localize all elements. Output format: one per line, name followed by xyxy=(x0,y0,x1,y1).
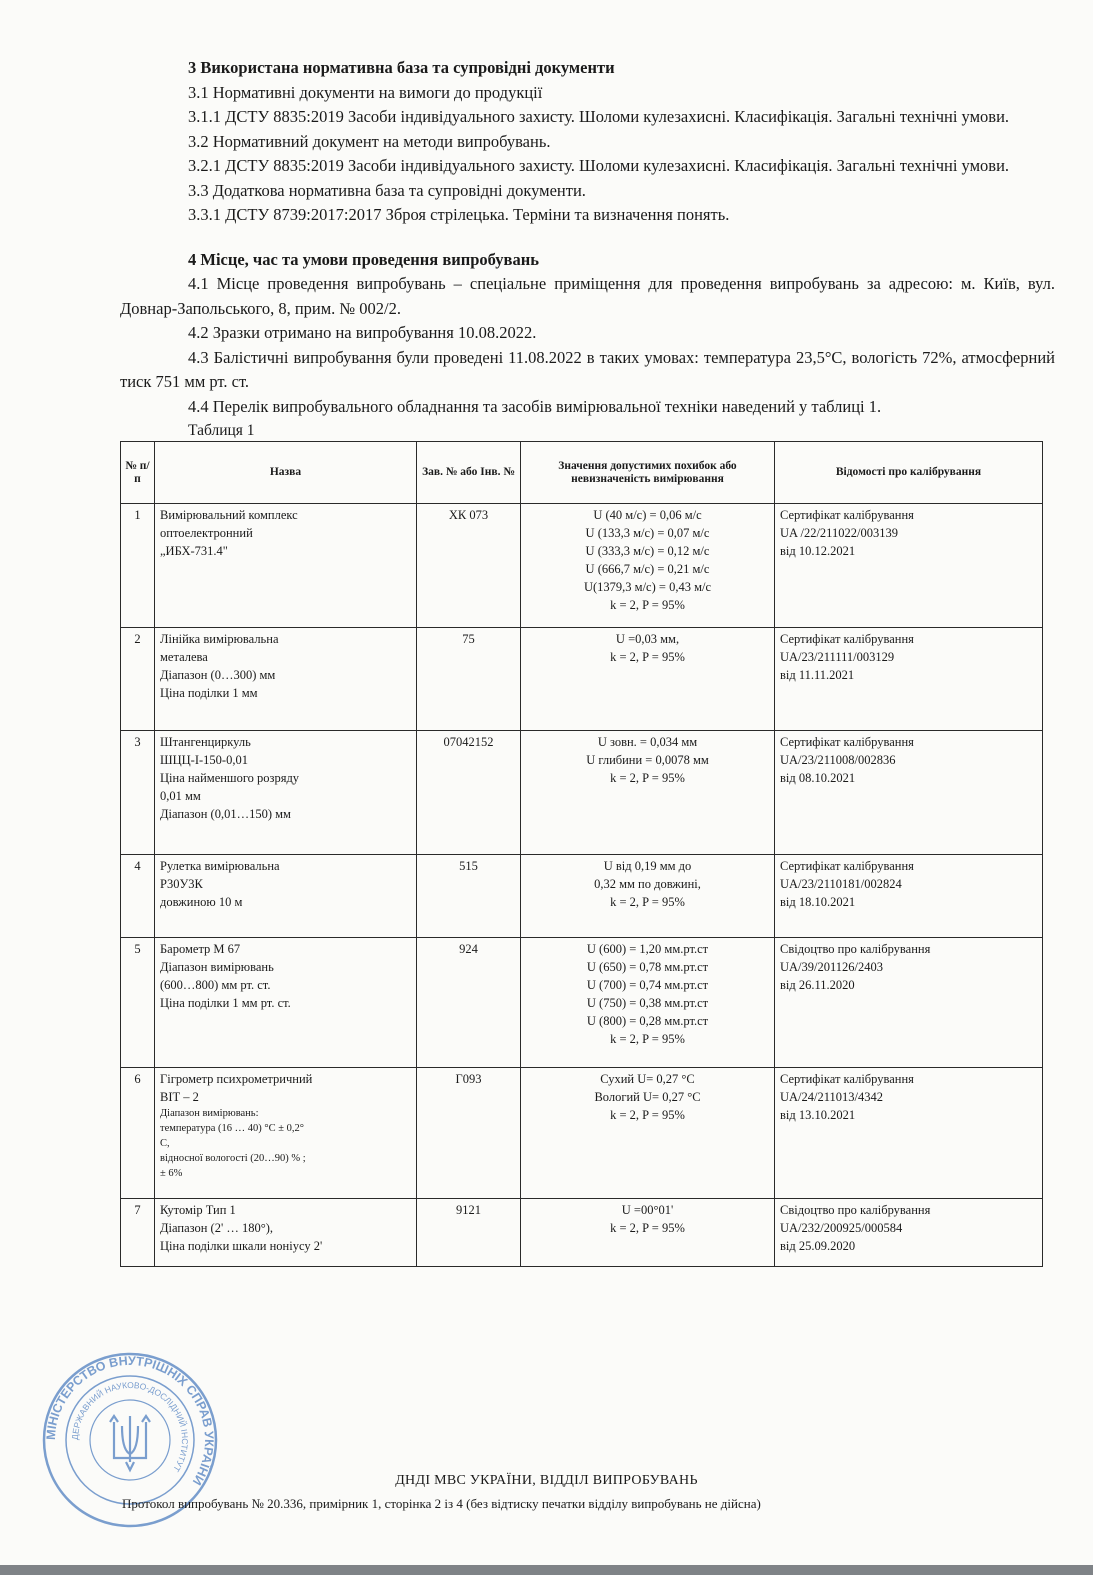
cell-calibration xyxy=(775,731,1043,855)
cell-error-line: U(1379,3 м/с) = 0,43 м/с xyxy=(583,580,711,594)
cell-error-line: k = 2, P = 95% xyxy=(610,650,685,664)
paragraph-3-1: 3.1 Нормативні документи на вимоги до продукції xyxy=(188,82,543,102)
cell-error xyxy=(521,855,775,938)
cell-error-line: U (650) = 0,78 мм.рт.ст xyxy=(586,960,709,974)
table-row xyxy=(121,938,1043,1068)
cell-calibration xyxy=(775,938,1043,1068)
table-row xyxy=(121,628,1043,731)
cell-calibration-line: від 10.12.2021 xyxy=(780,544,856,558)
footer-organization: ДНДІ МВС УКРАЇНИ, ВІДДІЛ ВИПРОБУВАНЬ xyxy=(395,1473,698,1488)
cell-error-line: 0,32 мм по довжині, xyxy=(594,877,701,891)
cell-name-line: „ИБХ-731.4" xyxy=(160,544,228,558)
cell-calibration xyxy=(775,1068,1043,1199)
cell-name-line: Гігрометр психрометричний xyxy=(160,1072,313,1086)
cell-name-line: Вимірювальний комплекс xyxy=(160,508,298,522)
cell-calibration-line: UA/232/200925/000584 xyxy=(780,1221,903,1235)
cell-calibration-line: Сертифікат калібрування xyxy=(780,508,914,522)
cell-error-line: U (600) = 1,20 мм.рт.ст xyxy=(586,942,709,956)
cell-name-line: Р30У3К xyxy=(160,877,203,891)
cell-num: 6 xyxy=(121,1068,155,1199)
cell-error-line: U (700) = 0,74 мм.рт.ст xyxy=(586,978,709,992)
cell-name-line: довжиною 10 м xyxy=(160,895,243,909)
cell-name-detail-line: ± 6% xyxy=(160,1168,183,1179)
cell-calibration-line: від 11.11.2021 xyxy=(780,668,855,682)
table-row xyxy=(121,855,1043,938)
cell-serial: ХК 073 xyxy=(417,504,521,628)
cell-serial: Г093 xyxy=(417,1068,521,1199)
paragraph-3-3-1: 3.3.1 ДСТУ 8739:2017:2017 Зброя стрілецька. Терміни та визначення понять. xyxy=(188,205,730,224)
cell-serial: 75 xyxy=(417,628,521,731)
cell-error xyxy=(521,731,775,855)
cell-name-line: Діапазон (0…300) мм xyxy=(160,668,276,682)
cell-name-detail-line: Діапазон вимірювань: xyxy=(160,1108,259,1119)
cell-calibration-line: UA/39/201126/2403 xyxy=(780,960,884,974)
paragraph-4-4: 4.4 Перелік випробувального обладнання та засобів вимірювальної техніки наведений у таблиці 1. xyxy=(188,396,882,416)
stamp-inner-text: ДЕРЖАВНИЙ НАУКОВО-ДОСЛІДНИЙ ІНСТИТУТ xyxy=(69,1379,191,1474)
cell-calibration-line: Сертифікат калібрування xyxy=(780,859,914,873)
cell-name-line: Штангенциркуль xyxy=(160,735,251,749)
cell-calibration xyxy=(775,628,1043,731)
cell-calibration xyxy=(775,855,1043,938)
cell-calibration-line: від 18.10.2021 xyxy=(780,895,856,909)
equipment-table xyxy=(120,441,1043,1267)
cell-num: 1 xyxy=(121,504,155,628)
cell-name-line: 0,01 мм xyxy=(160,789,201,803)
cell-name-line: Кутомір Тип 1 xyxy=(160,1203,236,1217)
cell-name-detail-line: відносної вологості (20…90) % ; xyxy=(160,1153,306,1164)
cell-name-line: Діапазон вимірювань xyxy=(160,960,274,974)
cell-name xyxy=(155,938,417,1068)
cell-error-line: U (666,7 м/с) = 0,21 м/с xyxy=(585,562,710,576)
cell-error-line: k = 2, P = 95% xyxy=(610,1032,685,1046)
cell-error-line: U зовн. = 0,034 мм xyxy=(597,735,698,749)
cell-error-line: k = 2, P = 95% xyxy=(610,895,685,909)
table-row xyxy=(121,1068,1043,1199)
scan-edge-bar xyxy=(0,1565,1093,1575)
table-body xyxy=(121,504,1043,1267)
header-name: Назва xyxy=(155,442,417,504)
table-caption: Таблиця 1 xyxy=(188,422,255,439)
paragraph-3-2: 3.2 Нормативний документ на методи випробувань. xyxy=(188,131,551,151)
cell-name-detail-line: температура (16 … 40) °С ± 0,2° xyxy=(160,1123,304,1134)
cell-serial: 9121 xyxy=(417,1199,521,1267)
cell-error-line: U =0,03 мм, xyxy=(615,632,680,646)
cell-name-detail-line: С, xyxy=(160,1138,170,1149)
cell-name-line: Діапазон (0,01…150) мм xyxy=(160,807,291,821)
paragraph-3-2-1: 3.2.1 ДСТУ 8835:2019 Засоби індивідуального захисту. Шоломи кулезахисні. Класифікація. Загальні технічні умови. xyxy=(188,156,1010,175)
cell-error xyxy=(521,1068,775,1199)
cell-calibration xyxy=(775,1199,1043,1267)
cell-calibration xyxy=(775,504,1043,628)
cell-calibration-line: UA/23/211111/003129 xyxy=(780,650,895,664)
cell-error-line: k = 2, P = 95% xyxy=(610,1221,685,1235)
cell-error-line: U (800) = 0,28 мм.рт.ст xyxy=(586,1014,709,1028)
cell-name-line: Ціна найменшого розряду xyxy=(160,771,300,785)
cell-error-line: Сухий U= 0,27 °С xyxy=(600,1072,695,1086)
trident-icon xyxy=(110,1416,150,1470)
cell-calibration-line: Свідоцтво про калібрування xyxy=(780,942,931,956)
section-4-heading: 4 Місце, час та умови проведення випробувань xyxy=(188,249,539,269)
stamp-ring-text: МІНІСТЕРСТВО ВНУТРІШНІХ СПРАВ УКРАЇНИ xyxy=(43,1353,217,1488)
cell-name xyxy=(155,1199,417,1267)
cell-name xyxy=(155,628,417,731)
table-row xyxy=(121,504,1043,628)
cell-num: 5 xyxy=(121,938,155,1068)
cell-calibration-line: UA/23/2110181/002824 xyxy=(780,877,902,891)
cell-calibration-line: Свідоцтво про калібрування xyxy=(780,1203,931,1217)
cell-serial: 07042152 xyxy=(417,731,521,855)
cell-serial: 515 xyxy=(417,855,521,938)
cell-name xyxy=(155,1068,417,1199)
cell-calibration-line: від 25.09.2020 xyxy=(780,1239,856,1253)
cell-name-line: Ціна поділки 1 мм рт. ст. xyxy=(160,996,291,1010)
cell-calibration-line: від 26.11.2020 xyxy=(780,978,855,992)
cell-name-line: Барометр М 67 xyxy=(160,942,241,956)
cell-error-line: U від 0,19 мм до xyxy=(603,859,692,873)
cell-error-line: U =00°01' xyxy=(621,1203,674,1217)
cell-error xyxy=(521,938,775,1068)
cell-error xyxy=(521,1199,775,1267)
paragraph-4-3: 4.3 Балістичні випробування були проведені 11.08.2022 в таких умовах: температура 23,5°С, вологість 72%, атмосферний тиск 751 мм рт. ст. xyxy=(120,347,1055,391)
cell-name xyxy=(155,504,417,628)
cell-error-line: U (750) = 0,38 мм.рт.ст xyxy=(586,996,709,1010)
cell-name-line: оптоелектронний xyxy=(160,526,253,540)
cell-calibration-line: Сертифікат калібрування xyxy=(780,735,914,749)
cell-error-line: k = 2, P = 95% xyxy=(610,771,685,785)
cell-error-line: U глибини = 0,0078 мм xyxy=(586,753,709,767)
header-calibration: Відомості про калібрування xyxy=(775,442,1043,504)
cell-error xyxy=(521,504,775,628)
cell-num: 2 xyxy=(121,628,155,731)
cell-error-line: k = 2, P = 95% xyxy=(610,598,685,612)
paragraph-4-1: 4.1 Місце проведення випробувань – спеціальне приміщення для проведення випробувань за адресою: м. Київ, вул. Довнар-Запольського, 8, прим. № 002/2. xyxy=(120,274,1055,318)
cell-name-line: Ціна поділки шкали ноніусу 2' xyxy=(160,1239,323,1253)
table-row xyxy=(121,1199,1043,1267)
cell-calibration-line: UA/23/211008/002836 xyxy=(780,753,896,767)
document-body xyxy=(120,56,1055,1267)
cell-error-line: U (133,3 м/с) = 0,07 м/с xyxy=(585,526,710,540)
cell-name xyxy=(155,731,417,855)
cell-calibration-line: Сертифікат калібрування xyxy=(780,1072,914,1086)
table-header-row xyxy=(121,442,1043,504)
section-3-heading: 3 Використана нормативна база та супровідні документи xyxy=(188,58,615,77)
cell-calibration-line: від 08.10.2021 xyxy=(780,771,856,785)
cell-serial: 924 xyxy=(417,938,521,1068)
paragraph-3-3: 3.3 Додаткова нормативна база та супровідні документи. xyxy=(188,180,586,200)
cell-name-line: (600…800) мм рт. ст. xyxy=(160,978,271,992)
cell-calibration-line: UA/24/211013/4342 xyxy=(780,1090,884,1104)
cell-name-line: ШЦЦ-І-150-0,01 xyxy=(160,753,248,767)
footer-protocol-note: Протокол випробувань № 20.336, примірник 1, сторінка 2 із 4 (без відтиску печатки відділу випробувань не дійсна) xyxy=(122,1496,761,1511)
cell-calibration-line: від 13.10.2021 xyxy=(780,1108,856,1122)
cell-calibration-line: Сертифікат калібрування xyxy=(780,632,914,646)
cell-name-line: ВІТ – 2 xyxy=(160,1090,199,1104)
cell-num: 3 xyxy=(121,731,155,855)
header-serial: Зав. № або Інв. № xyxy=(417,442,521,504)
header-num: № п/п xyxy=(121,442,155,504)
header-error: Значення допустимих похибок або невизначеність вимірювання xyxy=(521,442,775,504)
paragraph-4-2: 4.2 Зразки отримано на випробування 10.08.2022. xyxy=(188,323,537,342)
cell-error-line: U (40 м/с) = 0,06 м/с xyxy=(593,508,702,522)
table-row xyxy=(121,731,1043,855)
cell-error xyxy=(521,628,775,731)
cell-name-line: Рулетка вимірювальна xyxy=(160,859,280,873)
cell-error-line: U (333,3 м/с) = 0,12 м/с xyxy=(585,544,710,558)
paragraph-3-1-1: 3.1.1 ДСТУ 8835:2019 Засоби індивідуального захисту. Шоломи кулезахисні. Класифікація. Загальні технічні умови. xyxy=(188,107,1010,126)
cell-num: 4 xyxy=(121,855,155,938)
cell-name xyxy=(155,855,417,938)
cell-name-line: Ціна поділки 1 мм xyxy=(160,686,258,700)
cell-name-line: металева xyxy=(160,650,208,664)
cell-calibration-line: UA /22/211022/003139 xyxy=(780,526,898,540)
cell-error-line: k = 2, P = 95% xyxy=(610,1108,685,1122)
cell-name-line: Діапазон (2' … 180°), xyxy=(160,1221,274,1235)
cell-error-line: Вологий U= 0,27 °С xyxy=(594,1090,701,1104)
cell-name-line: Лінійка вимірювальна xyxy=(160,632,279,646)
cell-num: 7 xyxy=(121,1199,155,1267)
